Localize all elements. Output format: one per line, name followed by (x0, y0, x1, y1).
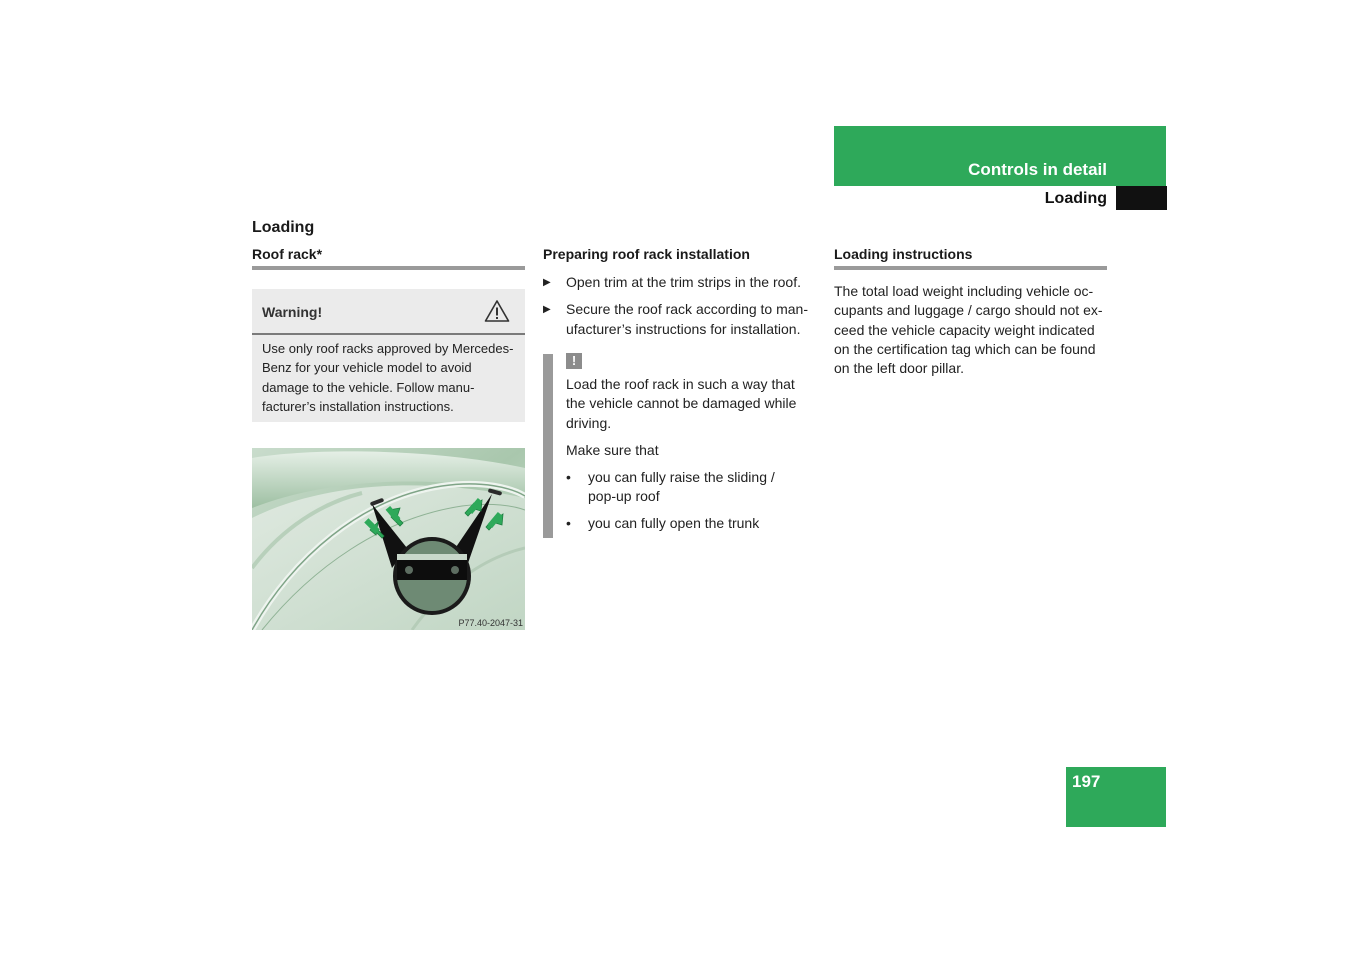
section-title: Controls in detail (968, 160, 1107, 179)
step-arrow-icon: ▶ (543, 277, 551, 288)
preparing-heading: Preparing roof rack installation (543, 246, 750, 262)
step-2-text: Secure the roof rack according to man-ufacturer’s instructions for installation. (566, 301, 809, 337)
step-arrow-icon: ▶ (543, 304, 551, 315)
image-code: P77.40-2047-31 (458, 618, 523, 628)
warning-text: Use only roof racks approved by Mercedes-Benz for your vehicle model to avoid damage to the vehicle. Follow manu-facturer’s installation instructions. (262, 341, 514, 414)
warning-box (252, 289, 525, 422)
heading-rule (834, 266, 1107, 270)
section-tab (834, 126, 1166, 186)
loading-instructions-heading: Loading instructions (834, 246, 973, 262)
bullet-dot: • (566, 469, 571, 485)
warning-title: Warning! (262, 304, 323, 320)
loading-instructions-text: The total load weight including vehicle oc-cupants and luggage / cargo should not ex-ceed the vehicle capacity weight indicated on the certification tag which can be found on the left door pillar. (834, 283, 1103, 377)
bullet-dot: • (566, 515, 571, 531)
note-text: Load the roof rack in such a way that the vehicle cannot be damaged while driving. (566, 376, 797, 431)
subsection-title: Loading (1044, 190, 1107, 207)
warning-divider (252, 333, 525, 335)
page-title: Loading (252, 219, 315, 236)
step-2 (543, 300, 818, 340)
note-bar (543, 354, 553, 538)
note-text-2: Make sure that (566, 442, 659, 458)
roof-rack-heading: Roof rack* (252, 246, 323, 262)
bullet-2-text: you can fully open the trunk (588, 515, 760, 531)
heading-rule (252, 266, 525, 270)
note-icon: ! (566, 353, 582, 369)
step-1 (543, 273, 818, 293)
page-number-tab (1066, 767, 1166, 827)
page-number: 197 (1072, 772, 1101, 791)
step-1-text: Open trim at the trim strips in the roof. (566, 274, 801, 290)
section-marker (1116, 186, 1167, 210)
warning-triangle-icon (484, 299, 510, 328)
roof-rack-illustration (252, 448, 525, 630)
bullet-1-text: you can fully raise the sliding / pop-up roof (588, 469, 775, 505)
